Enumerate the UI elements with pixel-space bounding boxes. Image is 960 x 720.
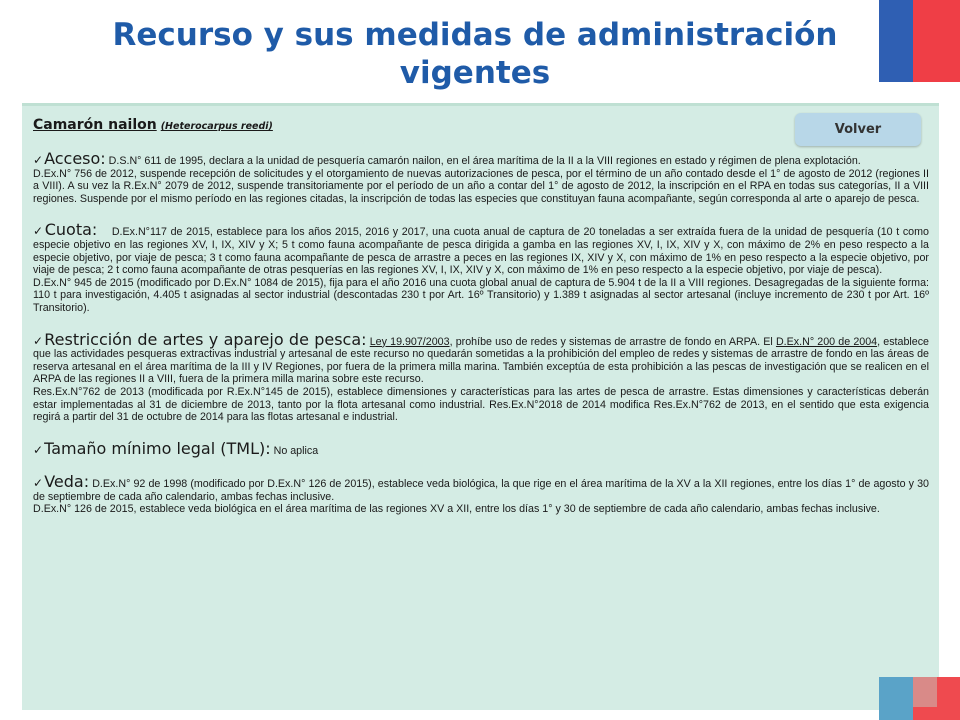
checkmark-icon: ✓ [33, 476, 44, 491]
checkmark-icon: ✓ [33, 224, 44, 239]
section-tml [33, 440, 929, 458]
section-acceso [33, 150, 929, 205]
checkmark-icon: ✓ [33, 442, 44, 457]
flag-decoration-blue [879, 0, 913, 82]
acceso-paragraph-1 [33, 150, 929, 168]
restriccion-paragraph-1 [33, 331, 929, 386]
restriccion-text-2: Res.Ex.N°762 de 2013 (modificada por R.Ex.N°145 de 2015), establece dimensiones y características para las artes de pesca de arrastre. Estas dimensiones y características deberán estar implementadas al 31 de diciembre de 2013, tanto por la flota artesanal como industrial. Res.Ex.N°2018 de 2014 modifica Res.Ex.N°762 de 2013, en el sentido que esta exigencia regirá a partir del 31 de octubre de 2014 para las flotas artesanal e industrial. [33, 385, 929, 424]
content-text [33, 116, 929, 516]
restriccion-text-1a: , prohíbe uso de redes y sistemas de arrastre de fondo en ARPA. El [449, 335, 776, 348]
section-restriccion [33, 331, 929, 424]
cuota-text-1: D.Ex.N°117 de 2015, establece para los años 2015, 2016 y 2017, una cuota anual de captura de 20 toneladas a ser extraída fuera de la unidad de pesquería (10 t como especie objetivo en las regiones XV, I, IX, XIV y X; 5 t como fauna acompañante de pesca dirigida a gamba en las regiones XV, I, IX, XIV y X, con máximo de 2% en peso respecto a la especie objetivo, por viaje de pesca; 3 t como fauna acompañante de pesca de arrastre a peces en las regiones IX, XIV y X, con máximo de 1% en peso respecto a la especie objetivo, por viaje de pesca; 2 t como fauna acompañante de otras pesquerías en las regiones XV, I, IX, XIV y X, con máximo de 1% en peso respecto a la especie objetivo, por viaje de pesca). [33, 226, 929, 277]
section-veda [33, 473, 929, 516]
checkmark-icon: ✓ [33, 333, 44, 348]
decreto-link[interactable]: D.Ex.N° 200 de 2004 [775, 335, 878, 348]
cuota-paragraph-1 [33, 221, 929, 276]
veda-paragraph-1 [33, 473, 929, 503]
veda-heading: Veda: [44, 472, 90, 492]
acceso-text-2: D.Ex.N° 756 de 2012, suspende recepción de solicitudes y el otorgamiento de nuevas autorizaciones de pesca, por el término de un año contado desde el 1° de agosto de 2012 (regiones II a VIII). A su vez la R.Ex.N° 2079 de 2012, suspende transitoriamente por el período de un año a contar del 1° de agosto de 2012, la inscripción en el RPA en todas sus categorías, II a VIII regiones. Suspende por el mismo período en las regiones citadas, la inscripción de todas las especies que constituyan fauna acompañante, según corresponda al arte o aparejo de pesca. [33, 167, 929, 205]
volver-button[interactable]: Volver [795, 113, 921, 146]
ley-link[interactable]: Ley 19.907/2003 [369, 335, 450, 348]
flag-decoration-inner [913, 677, 937, 707]
acceso-text-1: D.S.N° 611 de 1995, declara a la unidad de pesquería camarón nailon, en el área marítima de la II a la VIII regiones en estado y régimen de plena explotación. [108, 155, 861, 167]
acceso-heading: Acceso: [44, 149, 106, 168]
section-cuota [33, 221, 929, 314]
species-scientific-name: (Heterocarpus reedi) [160, 121, 273, 132]
page-title: Recurso y sus medidas de administración vigentes [112, 17, 838, 91]
restriccion-heading: Restricción de artes y aparejo de pesca: [44, 329, 367, 349]
content-panel [22, 103, 939, 710]
veda-text-2: D.Ex.N° 126 de 2015, establece veda biológica en el área marítima de las regiones XV a XII, entre los días 1° y 30 de septiembre de cada año calendario, ambas fechas inclusive. [33, 503, 880, 516]
checkmark-icon: ✓ [33, 153, 44, 167]
veda-text-1: D.Ex.N° 92 de 1998 (modificado por D.Ex.N° 126 de 2015), establece veda biológica, la que rige en el área marítima de la XV a la XII regiones, entre los días 1° de agosto y 30 de septiembre de cada año calendario, ambas fechas inclusive. [33, 478, 929, 503]
flag-decoration-red [913, 0, 960, 82]
tml-value: No aplica [273, 444, 319, 457]
cuota-text-2: D.Ex.N° 945 de 2015 (modificado por D.Ex.N° 1084 de 2015), fija para el año 2016 una cuota global anual de captura de 5.904 t de la II a VIII regiones. Desagregadas de la siguiente forma: 110 t para investigación, 4.405 t asignadas al sector industrial (descontadas 230 t por Art. 16º Transitorio) y 1.389 t asignadas al sector artesanal (incluye incremento de 230 t por Art. 16º Transitorio). [33, 276, 929, 314]
species-name: Camarón nailon [33, 117, 157, 133]
restriccion-text-1b: , establece que las actividades pesqueras extractivas industrial y artesanal de este recurso no quedarán sometidas a la prohibición del empleo de redes y sistemas de arrastre de fondo en las áreas de reserva artesanal en el área marítima de la III y IV Regiones, por fuera de la primera milla marina. También exceptúa de esta prohibición a las pescas de investigación que se realicen en el ARPA de las regiones II a VIII, fuera de la primera milla marina sobre este recurso. [33, 335, 930, 386]
cuota-heading: Cuota: [44, 220, 98, 240]
tml-heading: Tamaño mínimo legal (TML): [44, 438, 271, 458]
flag-decoration-blue-bottom [879, 677, 913, 720]
tml-paragraph [33, 440, 929, 458]
